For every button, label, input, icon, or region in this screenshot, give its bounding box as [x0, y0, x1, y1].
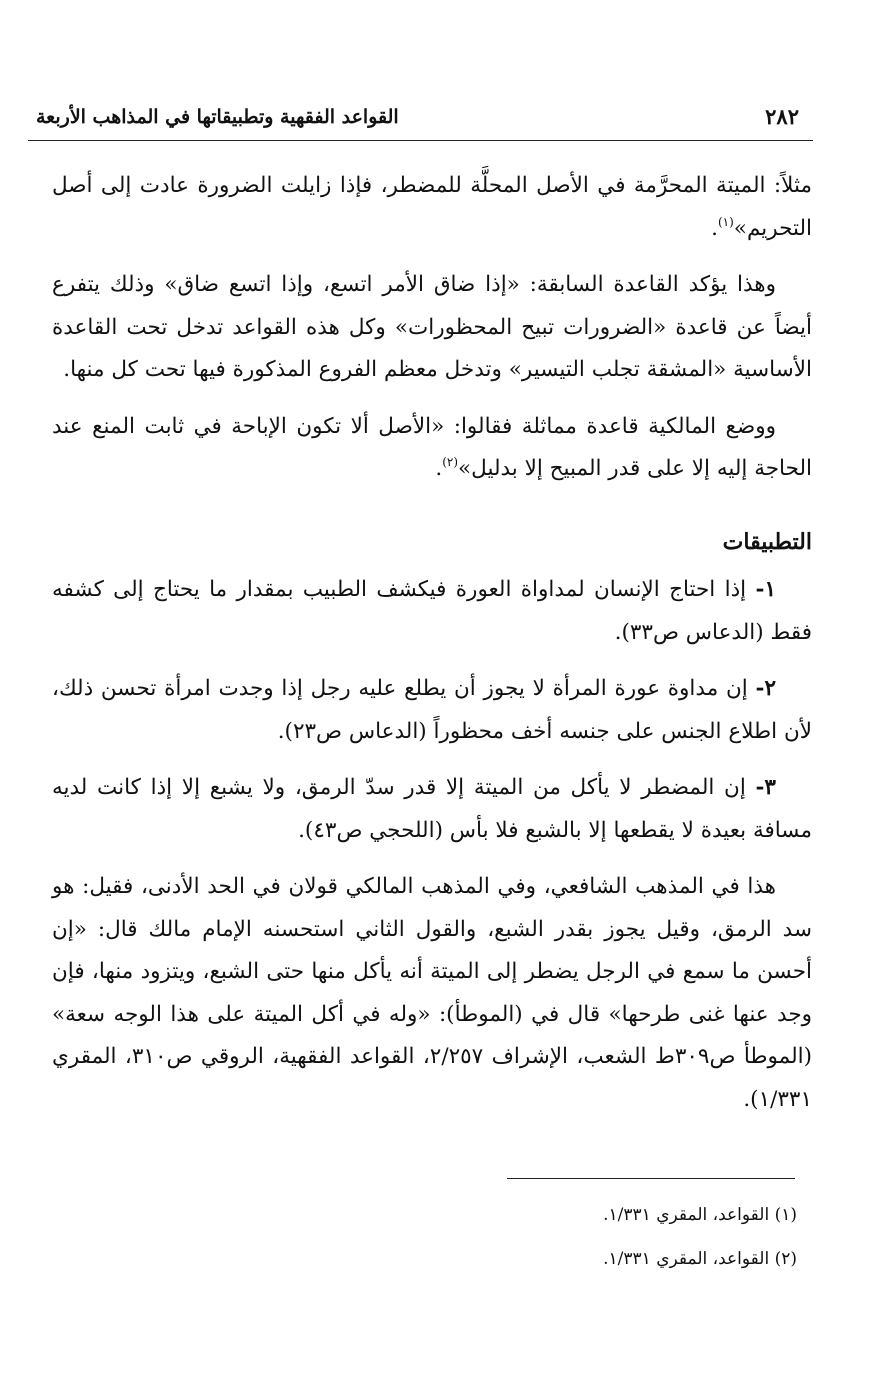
- footnote-ref: (٢): [442, 455, 459, 469]
- paragraph: وهذا يؤكد القاعدة السابقة: «إذا ضاق الأمر اتسع، وإذا اتسع ضاق» وذلك يتفرع أيضاً عن قاعدة «الضرورات تبيح المحظورات» وكل هذه القواعد تدخل تحت القاعدة الأساسية «المشقة تجلب التيسير» وتدخل معظم الفروع المذكورة فيها تحت كل منها.: [52, 272, 812, 382]
- footnote: (٢) القواعد، المقري ١/٣٣١.: [603, 1249, 797, 1269]
- list-item: ١- إذا احتاج الإنسان لمداواة العورة فيكشف الطبيب بمقدار ما يحتاج إلى كشفه فقط (الدعاس ص٣٣).: [52, 577, 812, 645]
- running-title: القواعد الفقهية وتطبيقاتها في المذاهب الأربعة: [36, 106, 399, 128]
- paragraph: هذا في المذهب الشافعي، وفي المذهب المالكي قولان في الحد الأدنى، فقيل: هو سد الرمق، وقيل يجوز بقدر الشبع، والقول الثاني استحسنه الإمام مالك قال: «إن أحسن ما سمع في الرجل يضطر إلى الميتة أنه يأكل منها حتى الشبع، ويتزود منها، فإن وجد عنها غنى طرحها» قال في (الموطأ): «وله في أكل الميتة على هذا الوجه سعة» (الموطأ ص٣٠٩ط الشعب، الإشراف ٢/٢٥٧، القواعد الفقهية، الروقي ص٣١٠، المقري ١/٣٣١).: [52, 874, 812, 1112]
- footnotes: [60, 1193, 797, 1281]
- list-item: ٣- إن المضطر لا يأكل من الميتة إلا قدر سدّ الرمق، ولا يشبع إلا إذا كانت لديه مسافة بعيدة لا يقطعها إلا بالشبع فلا بأس (اللحجي ص٤٣).: [52, 775, 812, 843]
- page-body: [52, 165, 812, 1135]
- paragraph: ووضع المالكية قاعدة مماثلة فقالوا: «الأصل ألا تكون الإباحة في ثابت المنع عند الحاجة إليه إلا على قدر المبيح إلا بدليل»$^{(٢)}$.: [52, 413, 812, 481]
- list-item: ٢- إن مداوة عورة المرأة لا يجوز أن يطلع عليه رجل إذا وجدت امرأة تحسن ذلك، لأن اطلاع الجنس على جنسه أخف محظوراً (الدعاس ص٢٣).: [52, 676, 812, 744]
- paragraph: مثلاً: الميتة المحرَّمة في الأصل المحلَّة للمضطر، فإذا زايلت الضرورة عادت إلى أصل التحريم»$^{(١)}$.: [52, 173, 812, 241]
- section-heading: التطبيقات: [722, 528, 812, 555]
- item-number: ١-: [755, 577, 776, 602]
- item-number: ٢-: [755, 676, 776, 701]
- footnote: (١) القواعد، المقري ١/٣٣١.: [603, 1205, 797, 1225]
- page-header: [28, 104, 813, 141]
- page-number: ٢٨٢: [765, 104, 799, 129]
- item-number: ٣-: [755, 775, 776, 800]
- footnote-ref: (١): [717, 214, 734, 229]
- footnote-divider: [507, 1178, 795, 1179]
